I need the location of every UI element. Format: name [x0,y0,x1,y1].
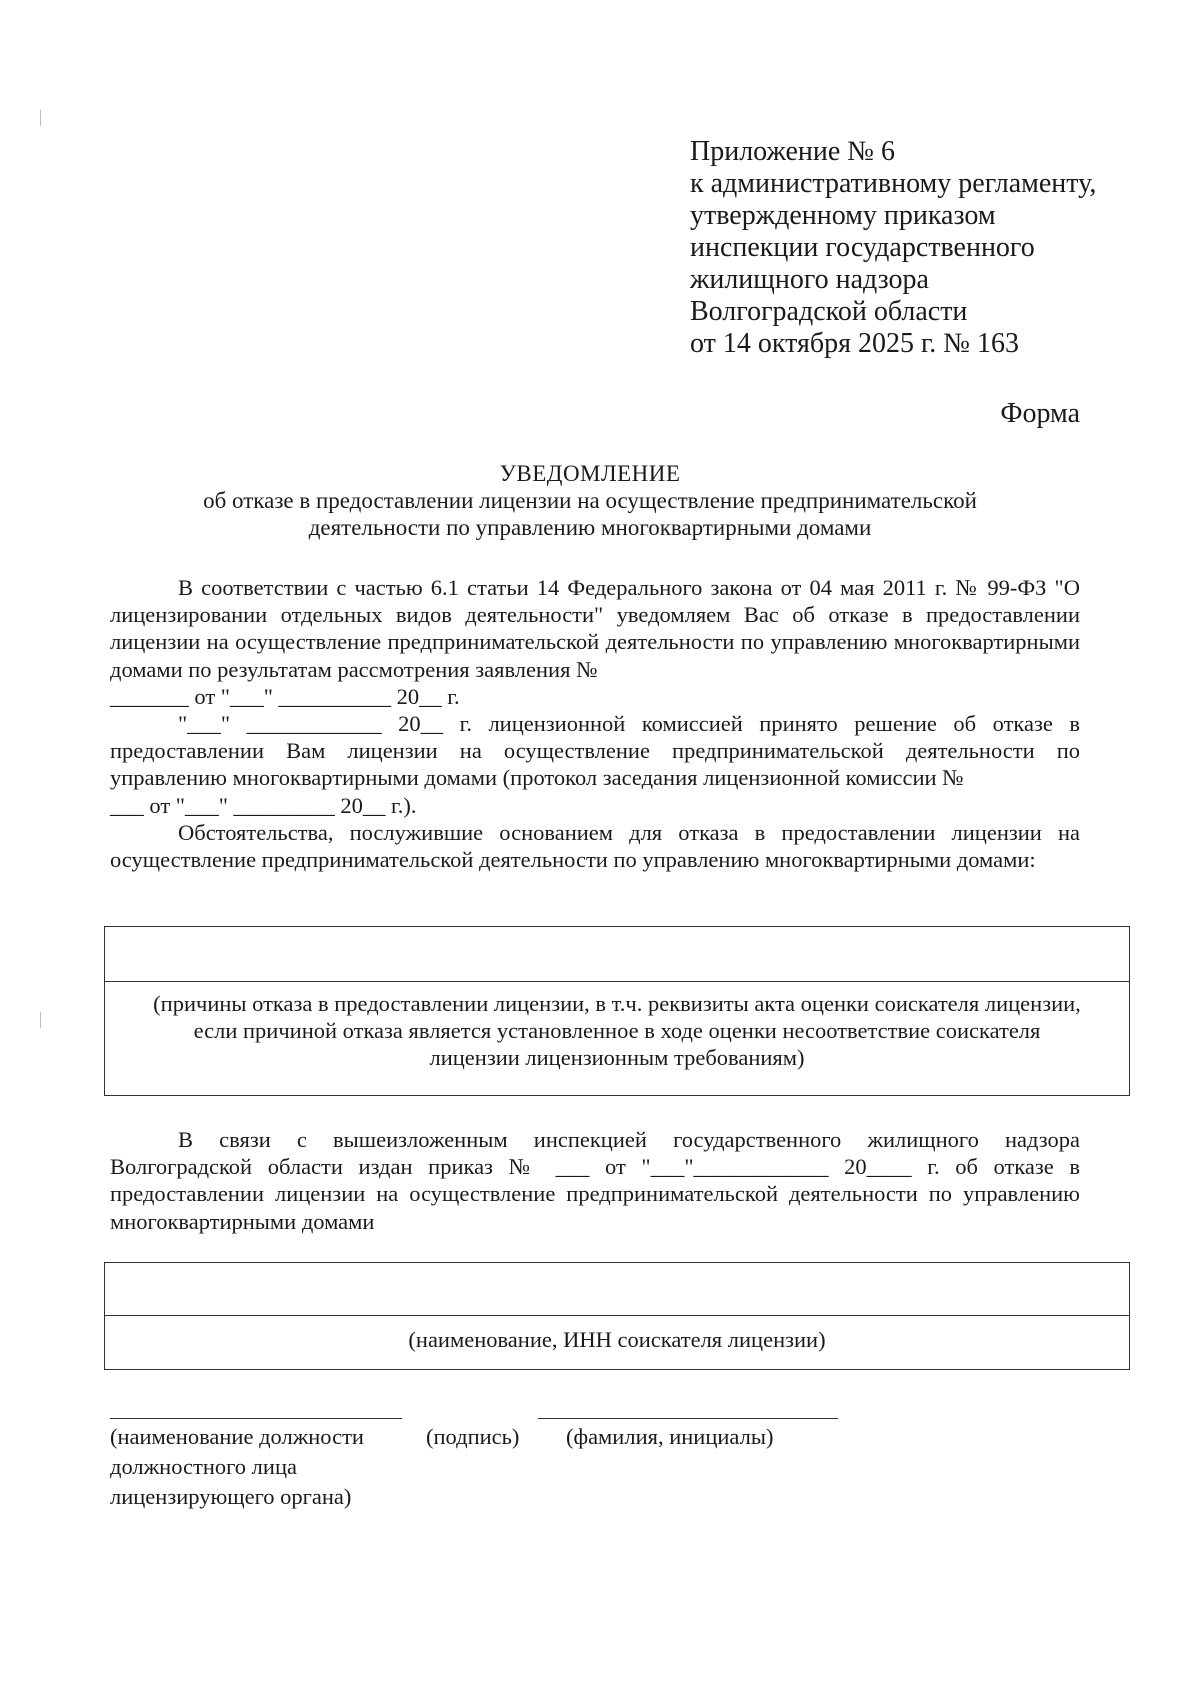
refusal-reasons-box [104,926,1130,1096]
appendix-line: Приложение № 6 [690,136,895,167]
appendix-line: от 14 октября 2025 г. № 163 [690,328,1020,359]
title-main: УВЕДОМЛЕНИЕ [499,461,681,486]
caption-line: лицензии лицензионным требованиям) [429,1045,805,1070]
appendix-line: к административному регламенту, [690,168,1097,199]
signature-label: (подпись) [426,1424,520,1449]
appendix-line: инспекции государственного [690,232,1035,263]
refusal-reasons-input-area[interactable] [105,927,1129,982]
paragraph-order [110,1126,1080,1235]
paragraph-circumstances: Обстоятельства, послужившие основанием для отказа в предоставлении лицензии на осуществление предпринимательской деятельности по управлению многоквартирными домами: [110,819,1080,873]
appendix-block [690,136,1170,360]
paragraph-tail: ___ от "___" _________ 20__ г.). [110,792,417,818]
paragraph-legal-basis [110,574,1080,873]
applicant-name-caption: (наименование, ИНН соискателя лицензии) [408,1327,826,1352]
applicant-name-box [104,1262,1130,1370]
title-subtitle-line: деятельности по управлению многоквартирными домами [308,515,872,540]
name-signature-line[interactable] [538,1418,838,1419]
full-name-label: (фамилия, инициалы) [566,1424,774,1449]
document-title [150,460,1030,541]
paragraph-text: В связи с вышеизложенным инспекцией государственного жилищного надзора Волгоградской области издан приказ № ___ от "___"____________ 20____ г. об отказе в предоставлении лицензии на осуществление предпринимательской деятельности по управлению многоквартирными домами [110,1127,1080,1234]
caption-line: (причины отказа в предоставлении лицензии, в т.ч. реквизиты акта оценки соискателя лицензии, [153,991,1081,1016]
form-label: Форма [1000,398,1080,429]
scan-margin-mark [40,110,41,126]
paragraph-tail: _______ от "___" __________ 20__ г. [110,683,460,709]
applicant-name-input-area[interactable] [105,1263,1129,1316]
appendix-line: Волгоградской области [690,296,968,327]
position-label-line: (наименование должности [110,1424,364,1449]
scan-margin-mark [40,1012,41,1028]
appendix-line: жилищного надзора [690,264,929,295]
position-label-line: должностного лица [110,1454,297,1479]
paragraph-commission-decision: "___" ____________ 20__ г. лицензионной комиссией принято решение об отказе в предоставлении Вам лицензии на осуществление предпринимательской деятельности по управлению многоквартирными домами (протокол заседания лицензионной комиссии № [110,711,1080,791]
title-subtitle-line: об отказе в предоставлении лицензии на осуществление предпринимательской [203,488,977,513]
position-label-line: лицензирующего органа) [110,1484,352,1509]
appendix-line: утвержденному приказом [690,200,996,231]
position-signature-line[interactable] [110,1418,402,1419]
paragraph-text: В соответствии с частью 6.1 статьи 14 Федерального закона от 04 мая 2011 г. № 99-ФЗ "О лицензировании отдельных видов деятельности" уведомляем Вас об отказе в предоставлении лицензии на осуществление предпринимательской деятельности по управлению многоквартирными домами по результатам рассмотрения заявления № [110,575,1080,682]
refusal-reasons-caption [105,982,1129,1071]
caption-line: если причиной отказа является установленное в ходе оценки несоответствие соискателя [193,1018,1041,1043]
position-label [110,1422,410,1512]
